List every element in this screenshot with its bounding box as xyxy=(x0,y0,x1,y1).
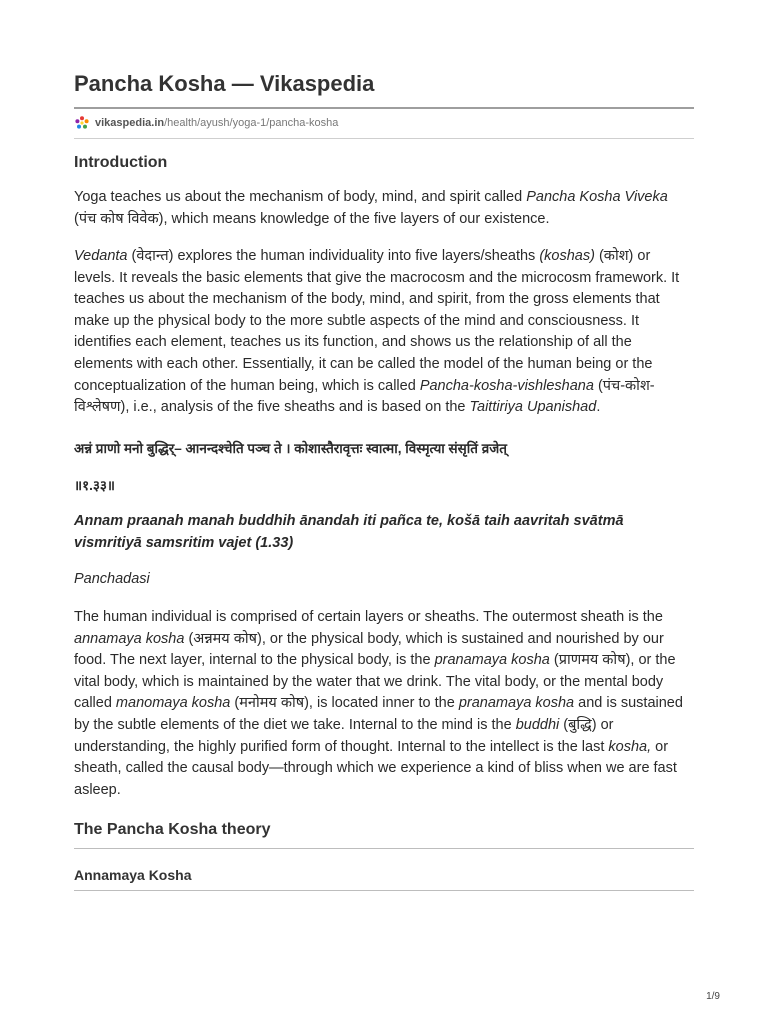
text-span: Yoga teaches us about the mechanism of body, mind, and spirit called xyxy=(74,189,527,205)
source-path[interactable]: /health/ayush/yoga-1/pancha-kosha xyxy=(164,117,339,129)
text-span: (अन्नमय कोष), or the physical body, which is sustained and nourished by our food. The next layer, internal to the physical body, is the xyxy=(74,630,664,669)
text-span: . xyxy=(596,399,601,416)
intro-paragraph-2 xyxy=(74,246,694,419)
text-span: (पंच कोष विवेक), which means knowledge of the five layers of our existence. xyxy=(74,210,550,227)
annamaya-kosha-heading: Annamaya Kosha xyxy=(74,867,192,883)
text-span: (मनोमय कोष), is located inner to the xyxy=(230,695,459,712)
italic-term: buddhi xyxy=(515,716,560,733)
intro-paragraph-1 xyxy=(74,187,694,230)
verse-transliteration: Annam praanah manah buddhih ānandah iti pañca te, košā taih aavritah svātmā vismritiyā samsritim vajet (1.33) xyxy=(74,513,624,551)
text-span: The human individual is comprised of certain layers or sheaths. The outermost sheath is the xyxy=(74,609,663,625)
text-span: (बुद्धि) or understanding, the highly purified form of thought. Internal to the intellect is the last xyxy=(74,716,614,755)
italic-term: pranamaya kosha xyxy=(434,652,550,669)
source-url[interactable] xyxy=(74,114,338,132)
italic-term: Taittiriya Upanishad xyxy=(469,399,597,416)
title-divider xyxy=(74,107,694,109)
italic-term: Pancha-kosha-vishleshana xyxy=(419,377,594,394)
text-span: or sheath, called the causal body—through which we experience a kind of bliss when we are fast asleep. xyxy=(74,738,677,798)
verse-source: Panchadasi xyxy=(74,571,150,587)
verse-number: ॥१.३३॥ xyxy=(74,478,115,493)
text-span: (वेदान्त) explores the human individuality into five layers/sheaths xyxy=(127,248,540,264)
section-divider xyxy=(74,848,694,849)
italic-term: annamaya kosha xyxy=(74,630,185,647)
italic-term: kosha, xyxy=(608,738,652,755)
page-title: Pancha Kosha — Vikaspedia xyxy=(74,71,375,96)
page-indicator: 1/9 xyxy=(706,991,720,1002)
text-span: (प्राणमय कोष), or the vital body, which is maintained by the water that we drink. The vital body, or the mental body called xyxy=(74,652,676,712)
italic-term: pranamaya kosha xyxy=(458,695,575,712)
italic-term: Vedanta xyxy=(74,248,128,264)
introduction-heading: Introduction xyxy=(74,154,168,171)
text-span: (कोश) or levels. It reveals the basic elements that give the macrocosm and the microcosm framework. It teaches us about the mechanism of the body, mind, and spirit, from the gross elements that make up the physical body to the more subtle aspects of the mind and consciousness. It identifies each element, teaches us its function, and shows us the relationship of all the elements with each other. Essentially, it can be called the model of the human being or the conceptualization of the human being, which is called xyxy=(74,248,680,394)
intro-paragraph-3 xyxy=(74,607,694,801)
verse-devanagari: अन्नं प्राणो मनो बुद्धिर्– आनन्दश्चेति पञ्च ते । कोशास्तैरावृत्तः स्वात्मा, विस्मृत्या संसृतिं व्रजेत् xyxy=(74,441,507,456)
italic-term: Pancha Kosha Viveka xyxy=(526,189,668,205)
vikaspedia-favicon-icon xyxy=(74,115,90,131)
source-divider xyxy=(74,138,694,139)
source-domain[interactable]: vikaspedia.in xyxy=(95,117,165,129)
text-span: and is sustained by the subtle elements of the diet we take. Internal to the mind is the xyxy=(74,695,683,733)
pancha-kosha-theory-heading: The Pancha Kosha theory xyxy=(74,821,271,838)
italic-term: manomaya kosha xyxy=(115,695,231,712)
text-span: (पंच-कोश-विश्लेषण), i.e., analysis of the five sheaths and is based on the xyxy=(74,377,655,416)
italic-term: (koshas) xyxy=(539,248,595,264)
subsection-divider xyxy=(74,890,694,891)
